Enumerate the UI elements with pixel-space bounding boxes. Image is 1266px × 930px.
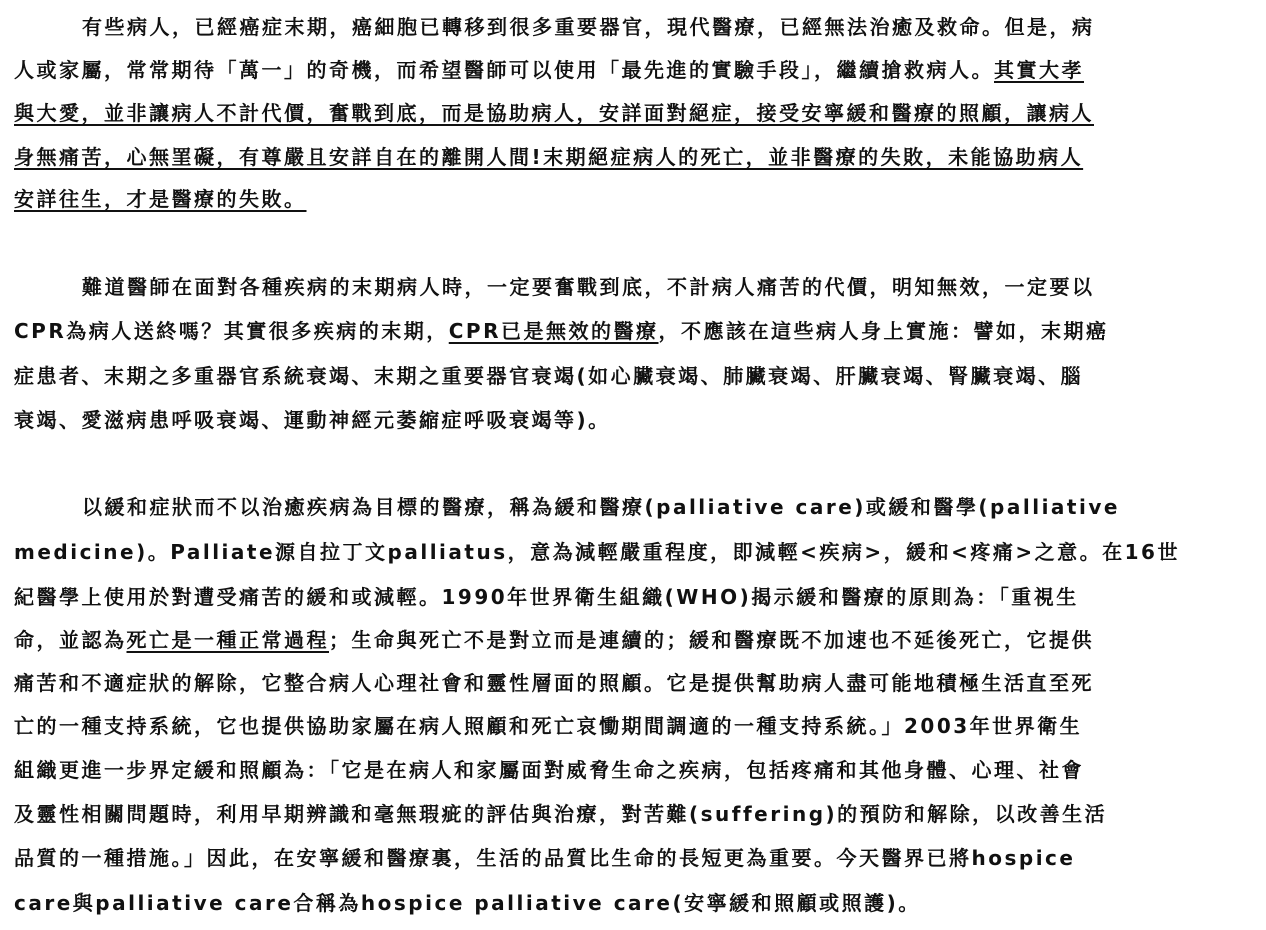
underlined-text-run: 安詳往生，才是醫療的失敗。 bbox=[14, 187, 307, 211]
p2-line-1 bbox=[82, 272, 1095, 302]
text-run: 難道醫師在面對各種疾病的末期病人時，一定要奮戰到底，不計病人痛苦的代價，明知無效，一定要以 bbox=[82, 275, 1095, 299]
underlined-text-run: 身無痛苦，心無罣礙，有尊嚴且安詳自在的離開人間!末期絕症病人的死亡，並非醫療的失敗，未能協助病人 bbox=[14, 145, 1084, 169]
p3-line-8 bbox=[14, 799, 1107, 829]
text-run: 痛苦和不適症狀的解除，它整合病人心理社會和靈性層面的照顧。它是提供幫助病人盡可能地積極生活直至死 bbox=[14, 671, 1094, 695]
p3-line-10 bbox=[14, 888, 921, 918]
text-run: 組織更進一步界定緩和照顧為：「它是在病人和家屬面對威脅生命之疾病，包括疼痛和其他身體、心理、社會 bbox=[14, 758, 1084, 782]
text-run: 及靈性相關問題時，利用早期辨識和毫無瑕疵的評估與治療，對苦難(suffering)的預防和解除，以改善生活 bbox=[14, 802, 1108, 826]
text-run: 以緩和症狀而不以治癒疾病為目標的醫療，稱為緩和醫療(palliative care)或緩和醫學(palliative bbox=[82, 495, 1120, 519]
p2-line-3 bbox=[14, 361, 1083, 391]
p2-line-4 bbox=[14, 405, 611, 435]
text-run: 衰竭、愛滋病患呼吸衰竭、運動神經元萎縮症呼吸衰竭等)。 bbox=[14, 408, 611, 432]
text-run: ；生命與死亡不是對立而是連續的；緩和醫療既不加速也不延後死亡，它提供 bbox=[329, 628, 1094, 652]
p3-line-5 bbox=[14, 668, 1094, 698]
text-run: ，不應該在這些病人身上實施：譬如，末期癌 bbox=[658, 319, 1109, 343]
text-run: 品質的一種措施。」因此，在安寧緩和醫療裏，生活的品質比生命的長短更為重要。今天醫界已將hospice bbox=[14, 846, 1076, 870]
p3-line-7 bbox=[14, 755, 1084, 785]
text-run: 有些病人，已經癌症末期，癌細胞已轉移到很多重要器官，現代醫療，已經無法治癒及救命。但是，病 bbox=[82, 15, 1095, 39]
p3-line-2 bbox=[14, 537, 1180, 567]
underlined-text-run: 其實大孝 bbox=[994, 58, 1084, 82]
p1-line-3 bbox=[14, 98, 1094, 128]
underlined-text-run: 死亡是一種正常過程 bbox=[126, 628, 329, 652]
p1-line-4 bbox=[14, 142, 1083, 172]
p1-line-1 bbox=[82, 12, 1095, 42]
p3-line-9 bbox=[14, 843, 1075, 873]
text-run: 症患者、末期之多重器官系統衰竭、末期之重要器官衰竭(如心臟衰竭、肺臟衰竭、肝臟衰竭、腎臟衰竭、腦 bbox=[14, 364, 1084, 388]
p1-line-2 bbox=[14, 55, 1084, 85]
underlined-text-run: CPR已是無效的醫療 bbox=[448, 319, 659, 343]
text-run: medicine)。Palliate源自拉丁文palliatus，意為減輕嚴重程度，即減輕<疾病>，緩和<疼痛>之意。在16世 bbox=[14, 540, 1180, 564]
text-run: 紀醫學上使用於對遭受痛苦的緩和或減輕。1990年世界衛生組織(WHO)揭示緩和醫療的原則為：「重視生 bbox=[14, 585, 1079, 609]
text-run: care與palliative care合稱為hospice palliative care(安寧緩和照顧或照護)。 bbox=[14, 891, 921, 915]
p3-line-3 bbox=[14, 582, 1079, 612]
text-run: 命，並認為 bbox=[14, 628, 127, 652]
text-run: CPR為病人送終嗎？其實很多疾病的末期， bbox=[14, 319, 449, 343]
p3-line-6 bbox=[14, 711, 1082, 741]
p3-line-4 bbox=[14, 625, 1094, 655]
underlined-text-run: 與大愛，並非讓病人不計代價，奮戰到底，而是協助病人，安詳面對絕症，接受安寧緩和醫療的照顧，讓病人 bbox=[14, 101, 1094, 125]
p3-line-1 bbox=[82, 492, 1120, 522]
text-run: 人或家屬，常常期待「萬一」的奇機，而希望醫師可以使用「最先進的實驗手段」，繼續搶救病人。 bbox=[14, 58, 994, 82]
p2-line-2 bbox=[14, 316, 1109, 346]
text-run: 亡的一種支持系統，它也提供協助家屬在病人照顧和死亡哀慟期間調適的一種支持系統。」2003年世界衛生 bbox=[14, 714, 1083, 738]
p1-line-5 bbox=[14, 184, 307, 214]
